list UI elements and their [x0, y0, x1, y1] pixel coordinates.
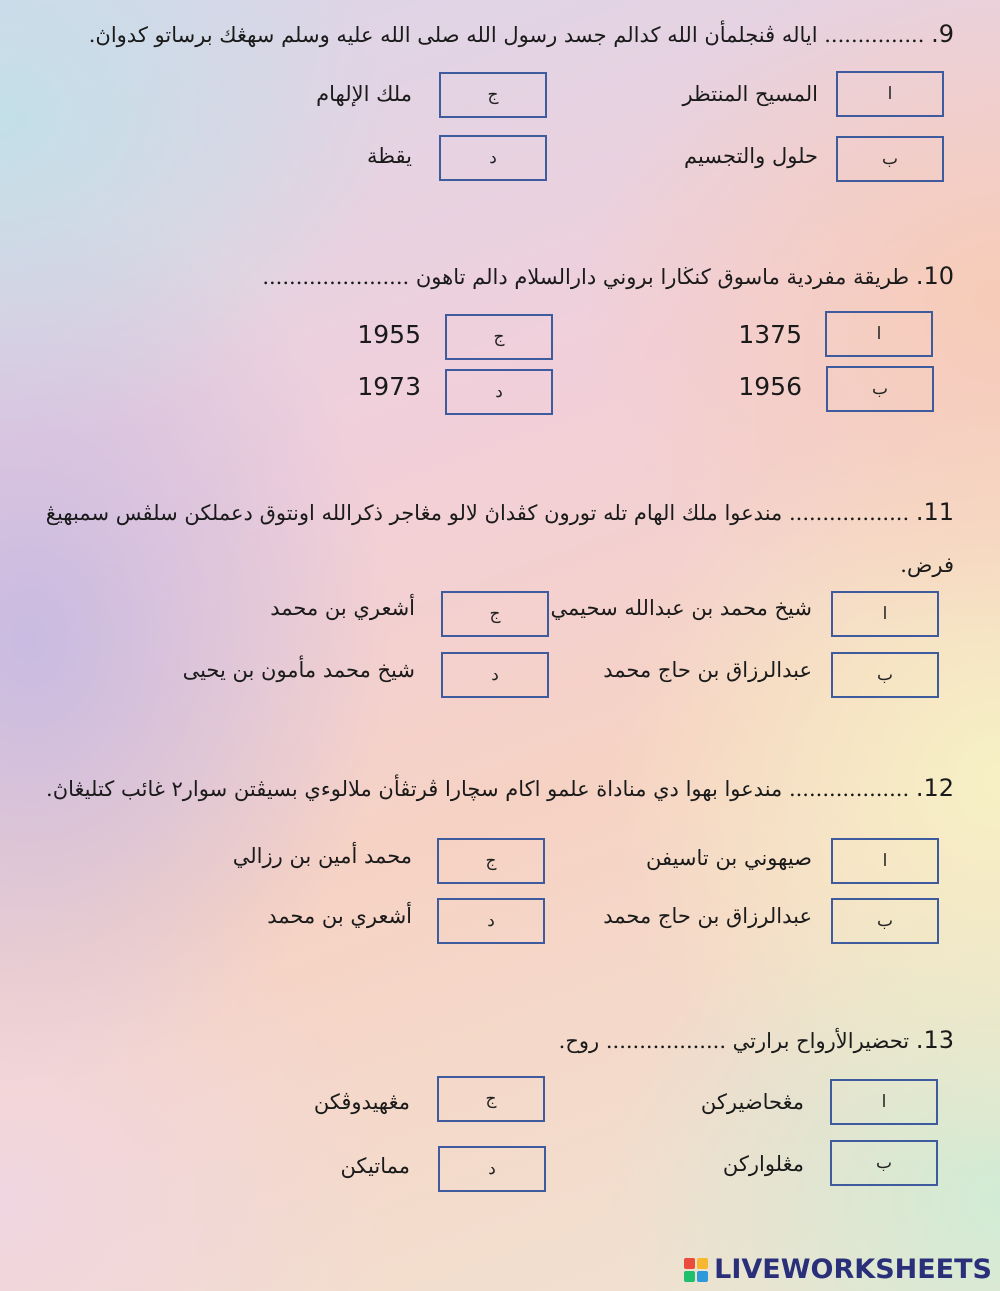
option-b-text: عبدالرزاق بن حاج محمد	[603, 658, 812, 682]
answer-box-d[interactable]	[437, 898, 545, 944]
answer-box-c[interactable]	[439, 72, 547, 118]
answer-box-d[interactable]	[439, 135, 547, 181]
answer-box-a[interactable]	[836, 71, 944, 117]
option-c-text: مڠهيدوڤكن	[313, 1090, 410, 1114]
answer-box-a[interactable]	[830, 1079, 938, 1125]
option-d-text: مماتيكن	[340, 1154, 410, 1178]
answer-box-b[interactable]	[830, 1140, 938, 1186]
option-b-text: عبدالرزاق بن حاج محمد	[603, 904, 812, 928]
question-number: 13.	[915, 1026, 954, 1054]
question-9	[74, 18, 954, 52]
option-letter: ج	[485, 1089, 497, 1109]
option-letter: د	[491, 665, 499, 685]
question-10	[74, 260, 954, 294]
option-letter: ج	[487, 85, 499, 105]
question-line-2: فرض.	[900, 553, 954, 577]
question-line-1	[45, 486, 954, 539]
answer-box-b[interactable]	[826, 366, 934, 412]
answer-box-d[interactable]	[445, 369, 553, 415]
option-letter: د	[488, 1159, 496, 1179]
answer-box-c[interactable]	[441, 591, 549, 637]
option-d-text: 1973	[357, 372, 421, 401]
option-letter: ا	[881, 1092, 887, 1112]
brand-name: LIVEWORKSHEETS	[714, 1254, 992, 1285]
option-a-text: المسيح المنتظر	[682, 82, 818, 106]
question-number: 12.	[915, 774, 954, 802]
option-letter: د	[489, 148, 497, 168]
answer-box-a[interactable]	[825, 311, 933, 357]
answer-box-b[interactable]	[831, 898, 939, 944]
answer-box-c[interactable]	[437, 1076, 545, 1122]
option-d-text: يقظة	[367, 144, 412, 168]
option-a-text: شيخ محمد بن عبدالله سحيمي	[550, 596, 812, 620]
question-12	[46, 772, 954, 806]
option-letter: ب	[876, 665, 893, 685]
question-text: طريقة مفردية ماسوق كنڬارا بروني دارالسلام دالم تاهون ......................	[262, 265, 910, 289]
option-d-text: أشعري بن محمد	[267, 904, 412, 928]
liveworksheets-logo	[684, 1254, 992, 1285]
answer-box-c[interactable]	[437, 838, 545, 884]
answer-box-d[interactable]	[441, 652, 549, 698]
option-c-text: ملك الإلهام	[316, 82, 412, 106]
question-13	[74, 1024, 954, 1058]
logo-icon	[684, 1258, 708, 1282]
answer-box-d[interactable]	[438, 1146, 546, 1192]
question-number: 9.	[931, 20, 954, 48]
question-text: ............... ايا‌له ڤنجلمأن الله كدالم جسد رسول الله صلى الله عليه وسلم سهڠك برساتو كدواڽ.	[88, 23, 925, 47]
option-letter: ا	[882, 851, 888, 871]
answer-box-a[interactable]	[831, 838, 939, 884]
answer-box-a[interactable]	[831, 591, 939, 637]
question-text: .................. مندعوا ملك الهام تله تورون كڤداڽ لالو مڠاجر ذكرالله اونتوق دعملكن سلڤس سمبهيڠ	[45, 501, 910, 525]
option-letter: ج	[485, 851, 497, 871]
question-text: .................. مندعوا بهوا دي مناداة علمو اكام سچارا ڤرتڤأن ملالوءي بسيڤتن سوار٢ غائب كتليڠاڽ.	[46, 777, 910, 801]
option-letter: ب	[876, 911, 893, 931]
option-a-text: 1375	[738, 320, 802, 349]
option-a-text: صيهوني بن تاسيفن	[645, 846, 812, 870]
option-a-text: مڠحاضيركن	[700, 1090, 804, 1114]
option-c-text: أشعري بن محمد	[270, 596, 415, 620]
option-letter: ا	[876, 324, 882, 344]
option-b-text: 1956	[738, 372, 802, 401]
option-letter: ب	[875, 1153, 892, 1173]
question-number: 11.	[915, 498, 954, 526]
option-letter: ب	[881, 149, 898, 169]
option-b-text: مڠلواركن	[722, 1152, 804, 1176]
option-c-text: 1955	[357, 320, 421, 349]
question-number: 10.	[915, 262, 954, 290]
option-letter: ا	[882, 604, 888, 624]
question-text: تحضيرالأرواح برارتي .................. روح.	[558, 1029, 910, 1053]
option-letter: ج	[493, 327, 505, 347]
option-letter: د	[487, 911, 495, 931]
option-d-text: شيخ محمد مأمون بن يحيى	[182, 658, 415, 682]
question-11	[45, 486, 954, 591]
option-letter: ا	[887, 84, 893, 104]
option-letter: ج	[489, 604, 501, 624]
answer-box-c[interactable]	[445, 314, 553, 360]
option-letter: ب	[871, 379, 888, 399]
answer-box-b[interactable]	[836, 136, 944, 182]
option-b-text: حلول والتجسيم	[683, 144, 818, 168]
option-c-text: محمد أمين بن رزالي	[232, 844, 412, 868]
option-letter: د	[495, 382, 503, 402]
answer-box-b[interactable]	[831, 652, 939, 698]
